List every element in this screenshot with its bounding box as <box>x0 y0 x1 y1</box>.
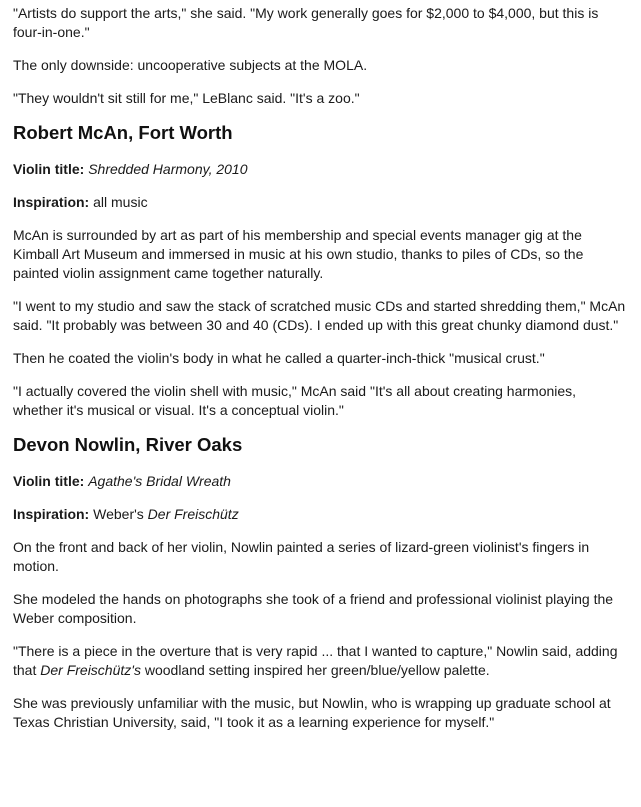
paragraph: "They wouldn't sit still for me," LeBlanc said. "It's a zoo." <box>13 90 360 106</box>
paragraph: McAn is surrounded by art as part of his membership and special events manager gig at the Kimball Art Museum and immersed in music at his own studio, thanks to piles of CDs, so the painted violin assignment came together naturally. <box>13 227 584 281</box>
opera-title: Der Freischütz's <box>40 662 141 678</box>
section-heading-mcan: Robert McAn, Fort Worth <box>13 122 233 143</box>
inspiration-value: all music <box>93 194 148 210</box>
paragraph: "I went to my studio and saw the stack of scratched music CDs and started shredding them," McAn said. "It probably was between 30 and 40 (CDs). I ended up with this great chunky diamond dust." <box>13 298 626 333</box>
paragraph: "Artists do support the arts," she said. "My work generally goes for $2,000 to $4,000, but this is four-in-one." <box>13 5 599 40</box>
violin-title-label: Violin title: <box>13 161 85 177</box>
violin-title-label: Violin title: <box>13 473 85 489</box>
paragraph: On the front and back of her violin, Nowlin painted a series of lizard-green violinist's fingers in motion. <box>13 539 590 574</box>
inspiration-label: Inspiration: <box>13 506 90 522</box>
inspiration-work: Der Freischütz <box>147 506 239 522</box>
paragraph: Then he coated the violin's body in what he called a quarter-inch-thick "musical crust." <box>13 350 545 366</box>
inspiration-label: Inspiration: <box>13 194 90 210</box>
paragraph: She modeled the hands on photographs she took of a friend and professional violinist playing the Weber composition. <box>13 591 614 626</box>
violin-title-value: Shredded Harmony, 2010 <box>88 161 248 177</box>
violin-title-line <box>13 160 628 179</box>
paragraph: She was previously unfamiliar with the music, but Nowlin, who is wrapping up graduate school at Texas Christian University, said, "I took it as a learning experience for myself." <box>13 695 611 730</box>
paragraph-text: woodland setting inspired her green/blue/yellow palette. <box>144 662 490 678</box>
section-heading-nowlin: Devon Nowlin, River Oaks <box>13 434 243 455</box>
paragraph <box>13 642 628 680</box>
inspiration-prefix: Weber's <box>93 506 144 522</box>
paragraph: "I actually covered the violin shell with music," McAn said "It's all about creating harmonies, whether it's musical or visual. It's a conceptual violin." <box>13 383 577 418</box>
inspiration-line <box>13 505 628 524</box>
paragraph-text: "There is a piece in the overture that is very rapid ... that I wanted to capture," Nowlin said, adding that <box>13 643 618 678</box>
paragraph: The only downside: uncooperative subjects at the MOLA. <box>13 57 368 73</box>
article-body <box>0 4 641 732</box>
violin-title-value: Agathe's Bridal Wreath <box>88 473 231 489</box>
violin-title-line <box>13 472 628 491</box>
inspiration-line <box>13 193 628 212</box>
